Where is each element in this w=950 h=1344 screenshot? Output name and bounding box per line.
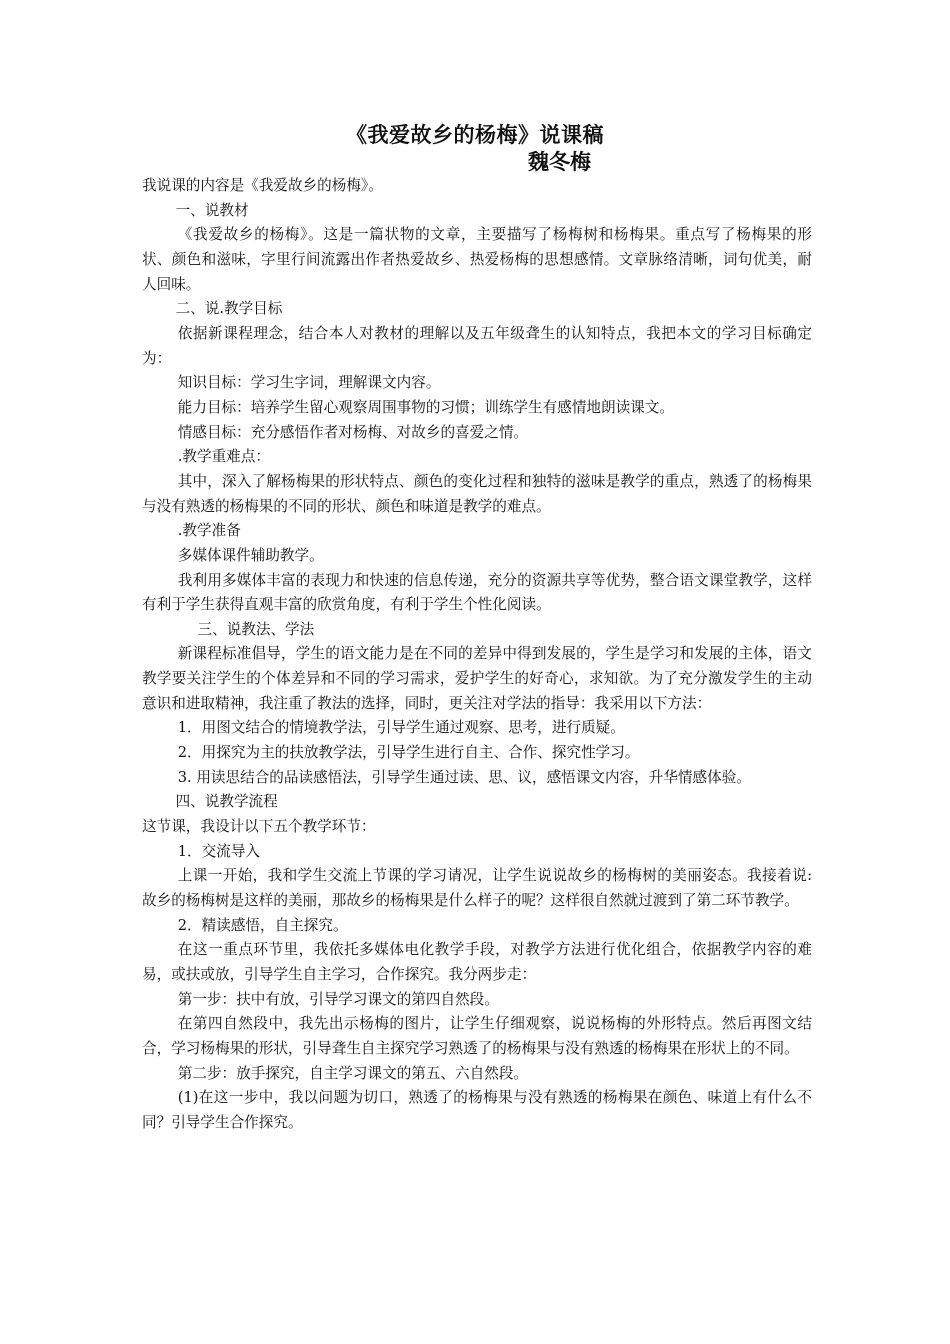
section-heading-process: 四、说教学流程 bbox=[175, 793, 278, 811]
goal-emotion: 情感目标：充分感悟作者对杨梅、对故乡的喜爱之情。 bbox=[177, 423, 529, 441]
step-heading: 2．精读感悟，自主探究。 bbox=[177, 916, 348, 934]
method-item: 3. 用读思结合的品读感悟法，引导学生通过读、思、议，感悟课文内容，升华情感体验。 bbox=[177, 768, 751, 786]
paragraph: 其中，深入了解杨梅果的形状特点、颜色的变化过程和独特的滋味是教学的重点，熟透了的杨梅果与没有熟透的杨梅果的不同的形状、颜色和味道是教学的难点。 bbox=[142, 472, 812, 515]
paragraph: 《我爱故乡的杨梅》。这是一篇状物的文章，主要描写了杨梅树和杨梅果。重点写了杨梅果的形状、颜色和滋味，字里行间流露出作者热爱故乡、热爱杨梅的思想感情。文章脉络清晰，词句优美，耐人回味。 bbox=[142, 226, 812, 293]
paragraph: 在第四自然段中，我先出示杨梅的图片，让学生仔细观察，说说杨梅的外形特点。然后再图文结合，学习杨梅果的形状，引导聋生自主探究学习熟透了的杨梅果与没有熟透的杨梅果在形状上的不同。 bbox=[142, 1015, 812, 1057]
intro-paragraph: 我说课的内容是《我爱故乡的杨梅》。 bbox=[142, 177, 383, 194]
section-heading-methods: 三、说教法、学法 bbox=[197, 620, 315, 638]
paragraph: 上课一开始，我和学生交流上节课的学习请况，让学生说说故乡的杨梅树的美丽姿态。我接着说: 故乡的杨梅树是这样的美丽，那故乡的杨梅果是什么样子的呢？这样很自然就过渡到了第二环节教学。 bbox=[142, 867, 812, 910]
step-heading: 1．交流导入 bbox=[177, 842, 261, 860]
paragraph: 依据新课程理念，结合本人对教材的理解以及五年级聋生的认知特点，我把本文的学习目标确定为： bbox=[142, 324, 812, 367]
section-heading-goals: 二、说.教学目标 bbox=[175, 300, 283, 318]
subheading-key-points: .教学重难点： bbox=[177, 448, 270, 466]
paragraph: (1)在这一步中，我以问题为切口，熟透了的杨梅果与没有熟透的杨梅果在颜色、味道上有什么不同？引导学生合作探究。 bbox=[142, 1089, 812, 1131]
document-title: 《我爱故乡的杨梅》说课稿 bbox=[346, 123, 604, 147]
goal-ability: 能力目标：培养学生留心观察周围事物的习惯；训练学生有感情地朗读课文。 bbox=[177, 398, 674, 416]
paragraph: 新课程标准倡导，学生的语文能力是在不同的差异中得到发展的，学生是学习和发展的主体，语文教学要关注学生的个体差异和不同的学习需求，爱护学生的好奇心，求知欲。为了充分激发学生的主动意识和进取精神，我注重了教法的选择，同时，更关注对学法的指导：我采用以下方法： bbox=[142, 645, 812, 712]
paragraph: 在这一重点环节里，我依托多媒体电化教学手段，对教学方法进行优化组合，依据教学内容的难易，或扶或放，引导学生自主学习，合作探究。我分两步走： bbox=[142, 941, 812, 983]
paragraph: 我利用多媒体丰富的表现力和快速的信息传递，充分的资源共享等优势，整合语文课堂教学，这样有利于学生获得直观丰富的欣赏角度，有利于学生个性化阅读。 bbox=[142, 571, 812, 614]
method-item: 1．用图文结合的情境教学法，引导学生通过观察、思考，进行质疑。 bbox=[177, 719, 625, 737]
goal-knowledge: 知识目标：学习生字词，理解课文内容。 bbox=[177, 374, 441, 392]
paragraph: 第二步：放手探究，自主学习课文的第五、六自然段。 bbox=[177, 1064, 529, 1082]
section-heading-textbook: 一、说教材 bbox=[175, 201, 249, 219]
method-item: 2．用探究为主的扶放教学法，引导学生进行自主、合作、探究性学习。 bbox=[177, 744, 640, 762]
paragraph: 多媒体课件辅助教学。 bbox=[177, 546, 324, 564]
subheading-preparation: .教学准备 bbox=[177, 522, 241, 540]
paragraph: 这节课，我设计以下五个教学环节： bbox=[142, 818, 376, 836]
document-body bbox=[142, 174, 812, 1136]
paragraph: 第一步：扶中有放，引导学习课文的第四自然段。 bbox=[177, 990, 499, 1008]
document-author: 魏冬梅 bbox=[528, 150, 591, 174]
